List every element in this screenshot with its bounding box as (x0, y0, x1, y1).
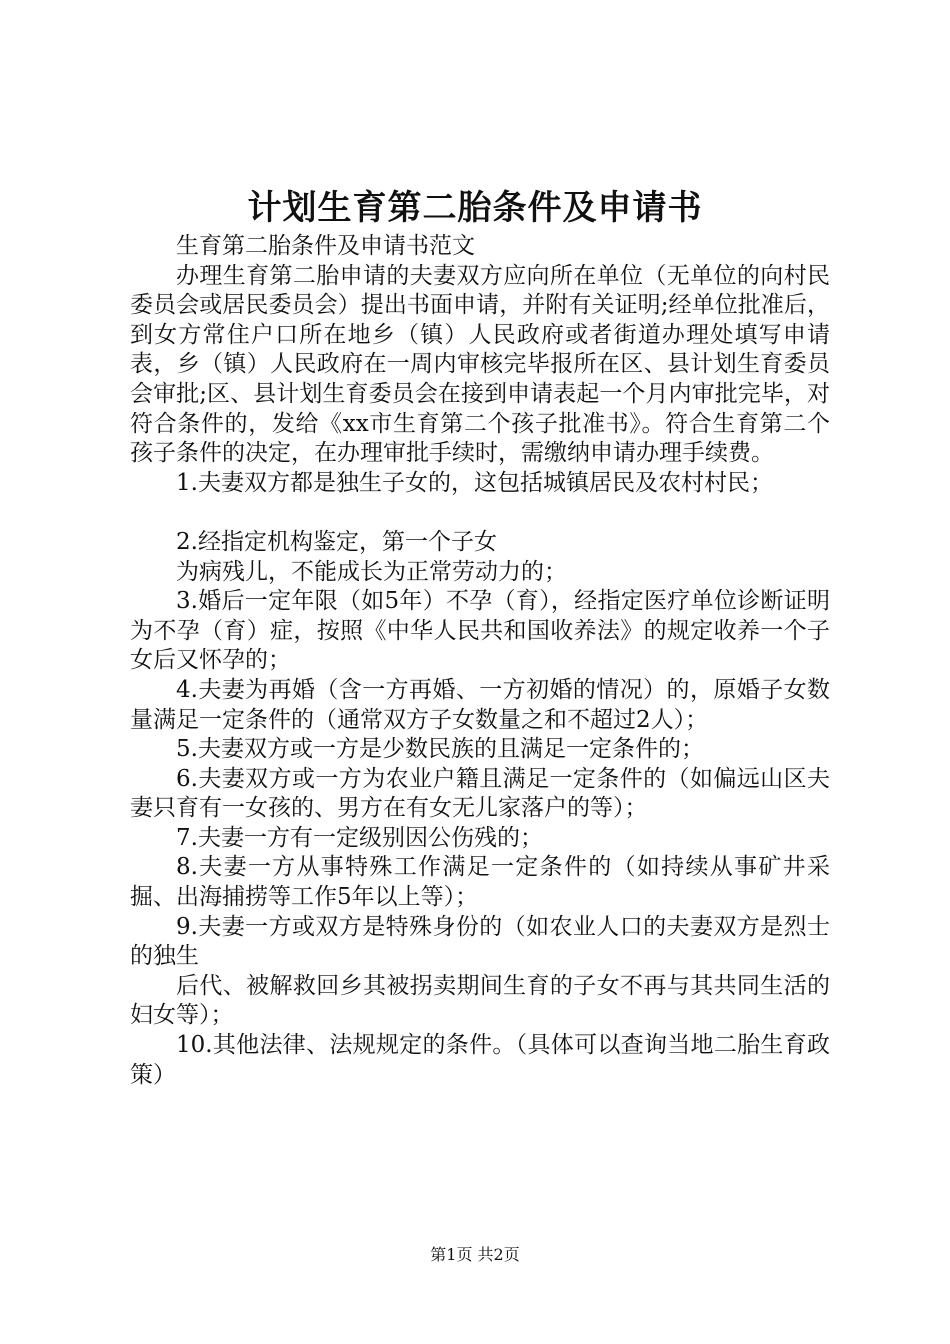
paragraph-condition-9: 9.夫妻一方或双方是特殊身份的（如农业人口的夫妻双方是烈士的独生 (130, 913, 830, 970)
document-body (130, 232, 830, 1090)
paragraph-condition-2-cont: 为病残儿，不能成长为正常劳动力的； (176, 558, 567, 585)
paragraph-condition-1: 1.夫妻双方都是独生子女的，这包括城镇居民及农村村民； (176, 469, 773, 496)
paragraph-condition-6: 6.夫妻双方或一方为农业户籍且满足一定条件的（如偏远山区夫妻只育有一女孩的、男方在有女无儿家落户的等）； (130, 765, 830, 822)
paragraph-subtitle: 生育第二胎条件及申请书范文 (176, 233, 475, 259)
paragraph-intro: 办理生育第二胎申请的夫妻双方应向所在单位（无单位的向村民委员会或居民委员会）提出书面申请，并附有关证明;经单位批准后，到女方常住户口所在地乡（镇）人民政府或者街道办理处填写申请表，乡（镇）人民政府在一周内审核完毕报所在区、县计划生育委员会审批;区、县计划生育委员会在接到申请表起一个月内审批完毕，对符合条件的，发给《xx市生育第二个孩子批准书》。符合生育第二个孩子条件的决定，在办理审批手续时，需缴纳申请办理手续费。 (130, 262, 830, 467)
paragraph-condition-10: 10.其他法律、法规规定的条件。（具体可以查询当地二胎生育政策） (130, 1032, 830, 1088)
document-title: 计划生育第二胎条件及申请书 (247, 188, 703, 228)
paragraph-condition-2: 2.经指定机构鉴定，第一个子女 (176, 528, 497, 555)
paragraph-condition-7: 7.夫妻一方有一定级别因公伤残的； (176, 824, 543, 851)
paragraph-condition-4: 4.夫妻为再婚（含一方再婚、一方初婚的情况）的，原婚子女数量满足一定条件的（通常双方子女数量之和不超过2人）； (130, 676, 830, 733)
paragraph-condition-3: 3.婚后一定年限（如5年）不孕（育），经指定医疗单位诊断证明为不孕（育）症，按照《中华人民共和国收养法》的规定收养一个子女后又怀孕的； (130, 588, 830, 674)
paragraph-condition-5: 5.夫妻双方或一方是少数民族的且满足一定条件的； (176, 736, 704, 763)
paragraph-condition-8: 8.夫妻一方从事特殊工作满足一定条件的（如持续从事矿井采掘、出海捕捞等工作5年以上等）； (130, 854, 830, 911)
paragraph-condition-9-cont: 后代、被解救回乡其被拐卖期间生育的子女不再与其共同生活的妇女等）； (130, 972, 830, 1029)
page-number-footer: 第1页 共2页 (430, 1245, 520, 1264)
